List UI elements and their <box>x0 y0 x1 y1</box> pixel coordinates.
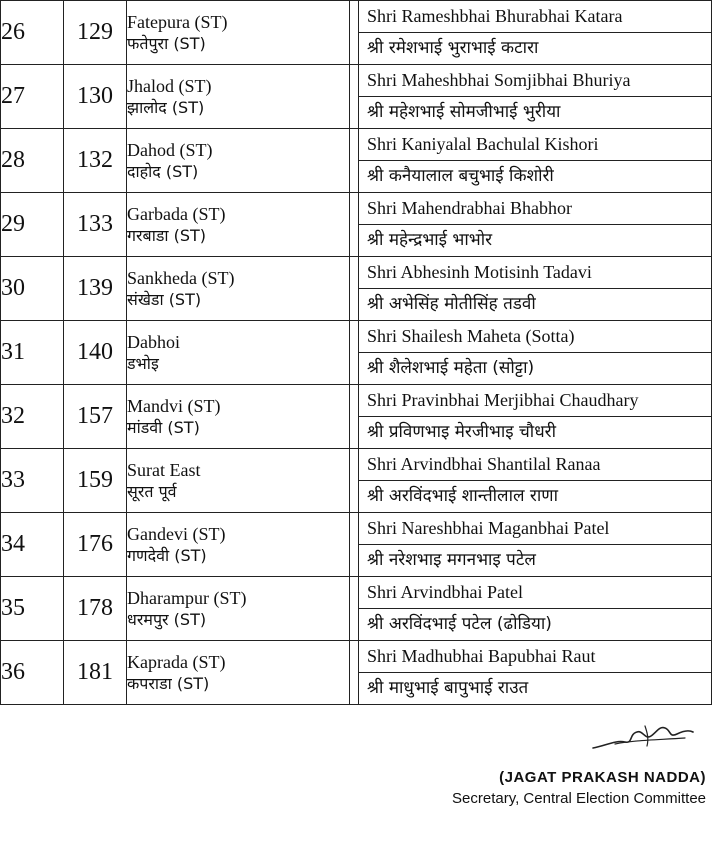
candidate-name <box>359 257 712 321</box>
candidate-name-hindi: श्री महेशभाई सोमजीभाई भुरीया <box>367 102 561 122</box>
candidate-name-hindi: श्री महेन्द्रभाई भाभोर <box>367 230 493 250</box>
constituency-name <box>127 193 350 257</box>
constituency-number: 181 <box>64 641 127 705</box>
candidate-name-english: Shri Arvindbhai Patel <box>359 577 711 609</box>
constituency-name <box>127 257 350 321</box>
constituency-name-hindi: धरमपुर (ST) <box>127 609 207 629</box>
constituency-number: 139 <box>64 257 127 321</box>
table-row <box>1 257 712 321</box>
constituency-name-hindi: फतेपुरा (ST) <box>127 33 206 53</box>
constituency-name-english: Garbada (ST) <box>127 203 226 224</box>
spacer-cell <box>350 1 359 65</box>
constituency-name <box>127 641 350 705</box>
candidate-name-english: Shri Mahendrabhai Bhabhor <box>359 193 711 225</box>
constituency-name-english: Fatepura (ST) <box>127 11 228 32</box>
constituency-name <box>127 1 350 65</box>
serial-number: 27 <box>1 65 64 129</box>
constituency-name-hindi: दाहोद (ST) <box>127 161 199 181</box>
candidate-name <box>359 321 712 385</box>
constituency-name <box>127 321 350 385</box>
candidate-name <box>359 1 712 65</box>
serial-number: 34 <box>1 513 64 577</box>
candidate-name <box>359 449 712 513</box>
spacer-cell <box>350 257 359 321</box>
constituency-number: 178 <box>64 577 127 641</box>
serial-number: 29 <box>1 193 64 257</box>
candidate-name-english: Shri Madhubhai Bapubhai Raut <box>359 641 711 673</box>
constituency-name-hindi: कपराडा (ST) <box>127 673 210 693</box>
constituency-name <box>127 513 350 577</box>
table-row <box>1 641 712 705</box>
candidate-name-english: Shri Rameshbhai Bhurabhai Katara <box>359 1 711 33</box>
constituency-name-english: Surat East <box>127 459 201 480</box>
table-row <box>1 129 712 193</box>
constituency-number: 157 <box>64 385 127 449</box>
handwritten-signature <box>585 718 695 758</box>
signatory-title: Secretary, Central Election Committee <box>452 790 706 807</box>
constituency-name-english: Dabhoi <box>127 331 180 352</box>
candidate-name-hindi: श्री रमेशभाई भुराभाई कटारा <box>367 38 539 58</box>
constituency-name-hindi: संखेडा (ST) <box>127 289 202 309</box>
constituency-number: 133 <box>64 193 127 257</box>
spacer-cell <box>350 129 359 193</box>
spacer-cell <box>350 193 359 257</box>
constituency-number: 130 <box>64 65 127 129</box>
spacer-cell <box>350 449 359 513</box>
candidate-name-hindi: श्री अरविंदभाई पटेल (ढोडिया) <box>367 614 552 634</box>
constituency-number: 129 <box>64 1 127 65</box>
candidate-name <box>359 577 712 641</box>
table-row <box>1 65 712 129</box>
candidate-name-hindi: श्री अरविंदभाई शान्तीलाल राणा <box>367 486 558 506</box>
serial-number: 33 <box>1 449 64 513</box>
spacer-cell <box>350 577 359 641</box>
candidate-name-english: Shri Pravinbhai Merjibhai Chaudhary <box>359 385 711 417</box>
constituency-name <box>127 65 350 129</box>
constituency-name-hindi: मांडवी (ST) <box>127 417 200 437</box>
serial-number: 35 <box>1 577 64 641</box>
serial-number: 30 <box>1 257 64 321</box>
constituency-name-hindi: डभोइ <box>127 353 159 373</box>
candidate-name-hindi: श्री कनैयालाल बचुभाई किशोरी <box>367 166 554 186</box>
candidate-name-hindi: श्री अभेसिंह मोतीसिंह तडवी <box>367 294 536 314</box>
constituency-name-english: Kaprada (ST) <box>127 651 226 672</box>
candidate-name <box>359 385 712 449</box>
constituency-number: 132 <box>64 129 127 193</box>
table-row <box>1 513 712 577</box>
serial-number: 32 <box>1 385 64 449</box>
table-row <box>1 321 712 385</box>
candidate-name-english: Shri Shailesh Maheta (Sotta) <box>359 321 711 353</box>
constituency-name <box>127 385 350 449</box>
candidate-name-english: Shri Abhesinh Motisinh Tadavi <box>359 257 711 289</box>
constituency-name-hindi: गणदेवी (ST) <box>127 545 207 565</box>
constituency-name-hindi: झालोद (ST) <box>127 97 205 117</box>
candidate-name <box>359 641 712 705</box>
constituency-number: 159 <box>64 449 127 513</box>
serial-number: 28 <box>1 129 64 193</box>
serial-number: 26 <box>1 1 64 65</box>
serial-number: 36 <box>1 641 64 705</box>
table-row <box>1 1 712 65</box>
constituency-name-hindi: सूरत पूर्व <box>127 481 177 501</box>
spacer-cell <box>350 321 359 385</box>
candidate-name <box>359 65 712 129</box>
constituency-name-english: Sankheda (ST) <box>127 267 235 288</box>
constituency-number: 140 <box>64 321 127 385</box>
spacer-cell <box>350 385 359 449</box>
constituency-name <box>127 577 350 641</box>
candidate-name <box>359 193 712 257</box>
candidate-name-english: Shri Arvindbhai Shantilal Ranaa <box>359 449 711 481</box>
constituency-name <box>127 129 350 193</box>
candidate-name-hindi: श्री माधुभाई बापुभाई राउत <box>367 678 529 698</box>
signatory-name: (JAGAT PRAKASH NADDA) <box>499 769 706 786</box>
constituency-name-english: Jhalod (ST) <box>127 75 212 96</box>
candidate-name <box>359 129 712 193</box>
constituency-name-english: Mandvi (ST) <box>127 395 221 416</box>
constituency-number: 176 <box>64 513 127 577</box>
candidate-name <box>359 513 712 577</box>
serial-number: 31 <box>1 321 64 385</box>
spacer-cell <box>350 641 359 705</box>
table-row <box>1 449 712 513</box>
spacer-cell <box>350 65 359 129</box>
table-row <box>1 577 712 641</box>
candidate-name-hindi: श्री नरेशभाइ मगनभाइ पटेल <box>367 550 536 570</box>
candidate-name-english: Shri Kaniyalal Bachulal Kishori <box>359 129 711 161</box>
table-row <box>1 385 712 449</box>
constituency-name-english: Gandevi (ST) <box>127 523 226 544</box>
candidate-name-hindi: श्री प्रविणभाइ मेरजीभाइ चौधरी <box>367 422 557 442</box>
constituency-name-english: Dahod (ST) <box>127 139 213 160</box>
constituency-name-hindi: गरबाडा (ST) <box>127 225 207 245</box>
candidate-name-english: Shri Maheshbhai Somjibhai Bhuriya <box>359 65 711 97</box>
constituency-name-english: Dharampur (ST) <box>127 587 247 608</box>
candidate-name-english: Shri Nareshbhai Maganbhai Patel <box>359 513 711 545</box>
candidate-name-hindi: श्री शैलेशभाई महेता (सोट्टा) <box>367 358 535 378</box>
table-row <box>1 193 712 257</box>
constituency-name <box>127 449 350 513</box>
spacer-cell <box>350 513 359 577</box>
